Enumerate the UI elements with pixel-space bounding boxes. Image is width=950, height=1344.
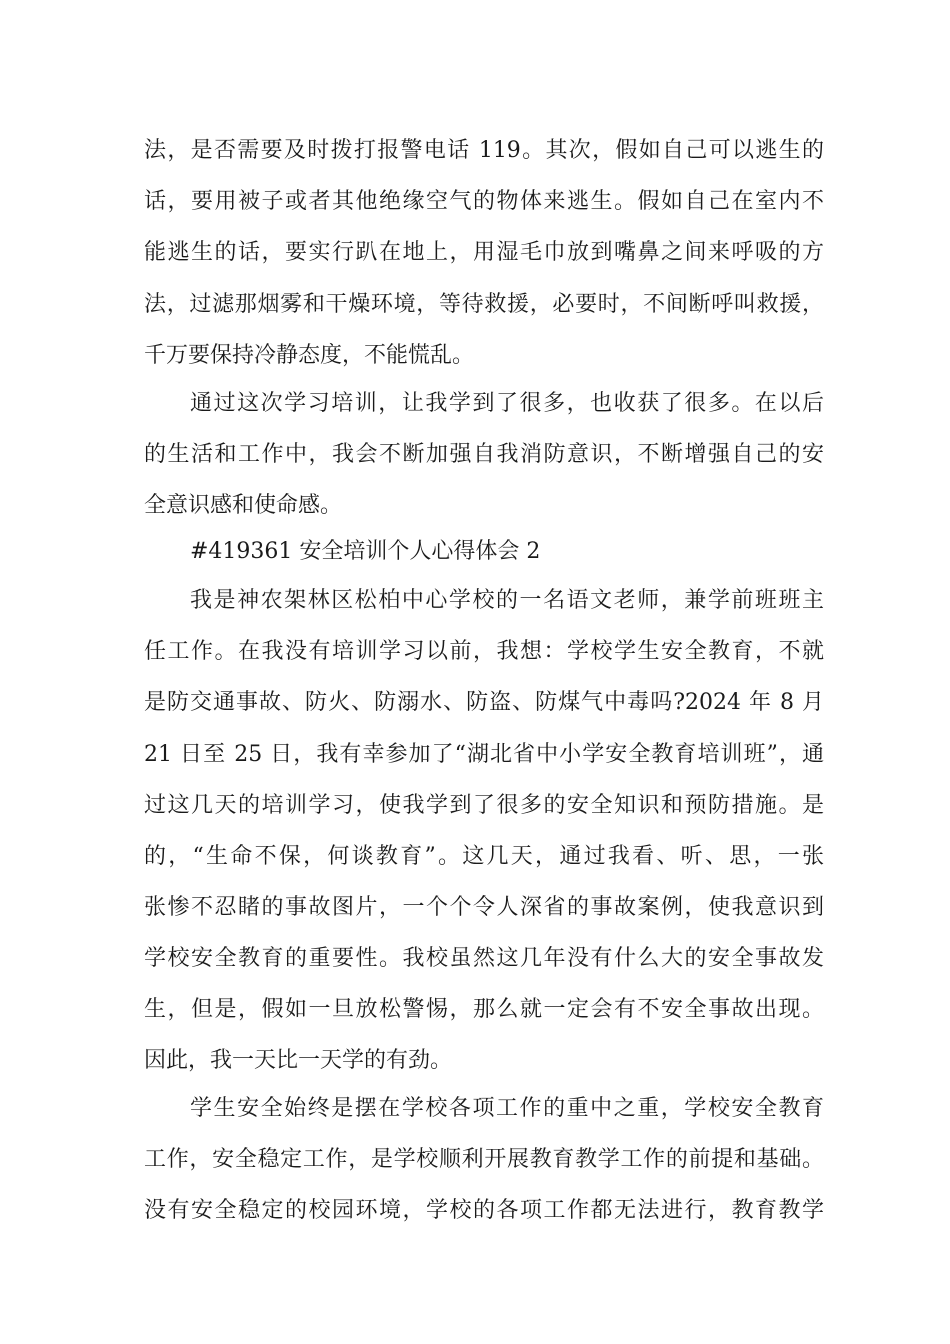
text-line: 没有安全稳定的校园环境，学校的各项工作都无法进行，教育教学 <box>144 1198 824 1223</box>
text-line: 话，要用被子或者其他绝缘空气的物体来逃生。假如自己在室内不 <box>144 189 824 214</box>
text-line: 能逃生的话，要实行趴在地上，用湿毛巾放到嘴鼻之间来呼吸的方 <box>144 240 824 265</box>
text-line: 的，“生命不保，何谈教育”。这几天，通过我看、听、思，一张 <box>144 844 824 869</box>
text-line: 千万要保持冷静态度，不能慌乱。 <box>144 343 475 368</box>
text-line: 任工作。在我没有培训学习以前，我想：学校学生安全教育，不就 <box>144 639 824 664</box>
text-line: 法，过滤那烟雾和干燥环境，等待救援，必要时，不间断呼叫救援， <box>144 292 824 317</box>
text-line: 过这几天的培训学习，使我学到了很多的安全知识和预防措施。是 <box>144 793 824 818</box>
text-line: 全意识感和使命感。 <box>144 493 343 518</box>
text-line: 工作，安全稳定工作，是学校顺利开展教育教学工作的前提和基础。 <box>144 1147 824 1172</box>
text-line: 张惨不忍睹的事故图片，一个个令人深省的事故案例，使我意识到 <box>144 895 824 920</box>
section-heading: #419361 安全培训个人心得体会 2 <box>190 539 541 564</box>
text-line: 因此，我一天比一天学的有劲。 <box>144 1048 453 1073</box>
text-line: 21 日至 25 日，我有幸参加了“湖北省中小学安全教育培训班”，通 <box>144 742 824 767</box>
text-line: 的生活和工作中，我会不断加强自我消防意识，不断增强自己的安 <box>144 442 824 467</box>
paragraph-first-line: 通过这次学习培训，让我学到了很多，也收获了很多。在以后 <box>190 391 824 416</box>
text-line: 是防交通事故、防火、防溺水、防盗、防煤气中毒吗?2024 年 8 月 <box>144 690 824 715</box>
paragraph-first-line: 我是神农架林区松柏中心学校的一名语文老师，兼学前班班主 <box>190 588 824 613</box>
text-line: 法，是否需要及时拨打报警电话 119。其次，假如自己可以逃生的 <box>144 138 824 163</box>
text-line: 学校安全教育的重要性。我校虽然这几年没有什么大的安全事故发 <box>144 946 824 971</box>
paragraph-first-line: 学生安全始终是摆在学校各项工作的重中之重，学校安全教育 <box>190 1096 824 1121</box>
text-line: 生，但是，假如一旦放松警惕，那么就一定会有不安全事故出现。 <box>144 997 824 1022</box>
